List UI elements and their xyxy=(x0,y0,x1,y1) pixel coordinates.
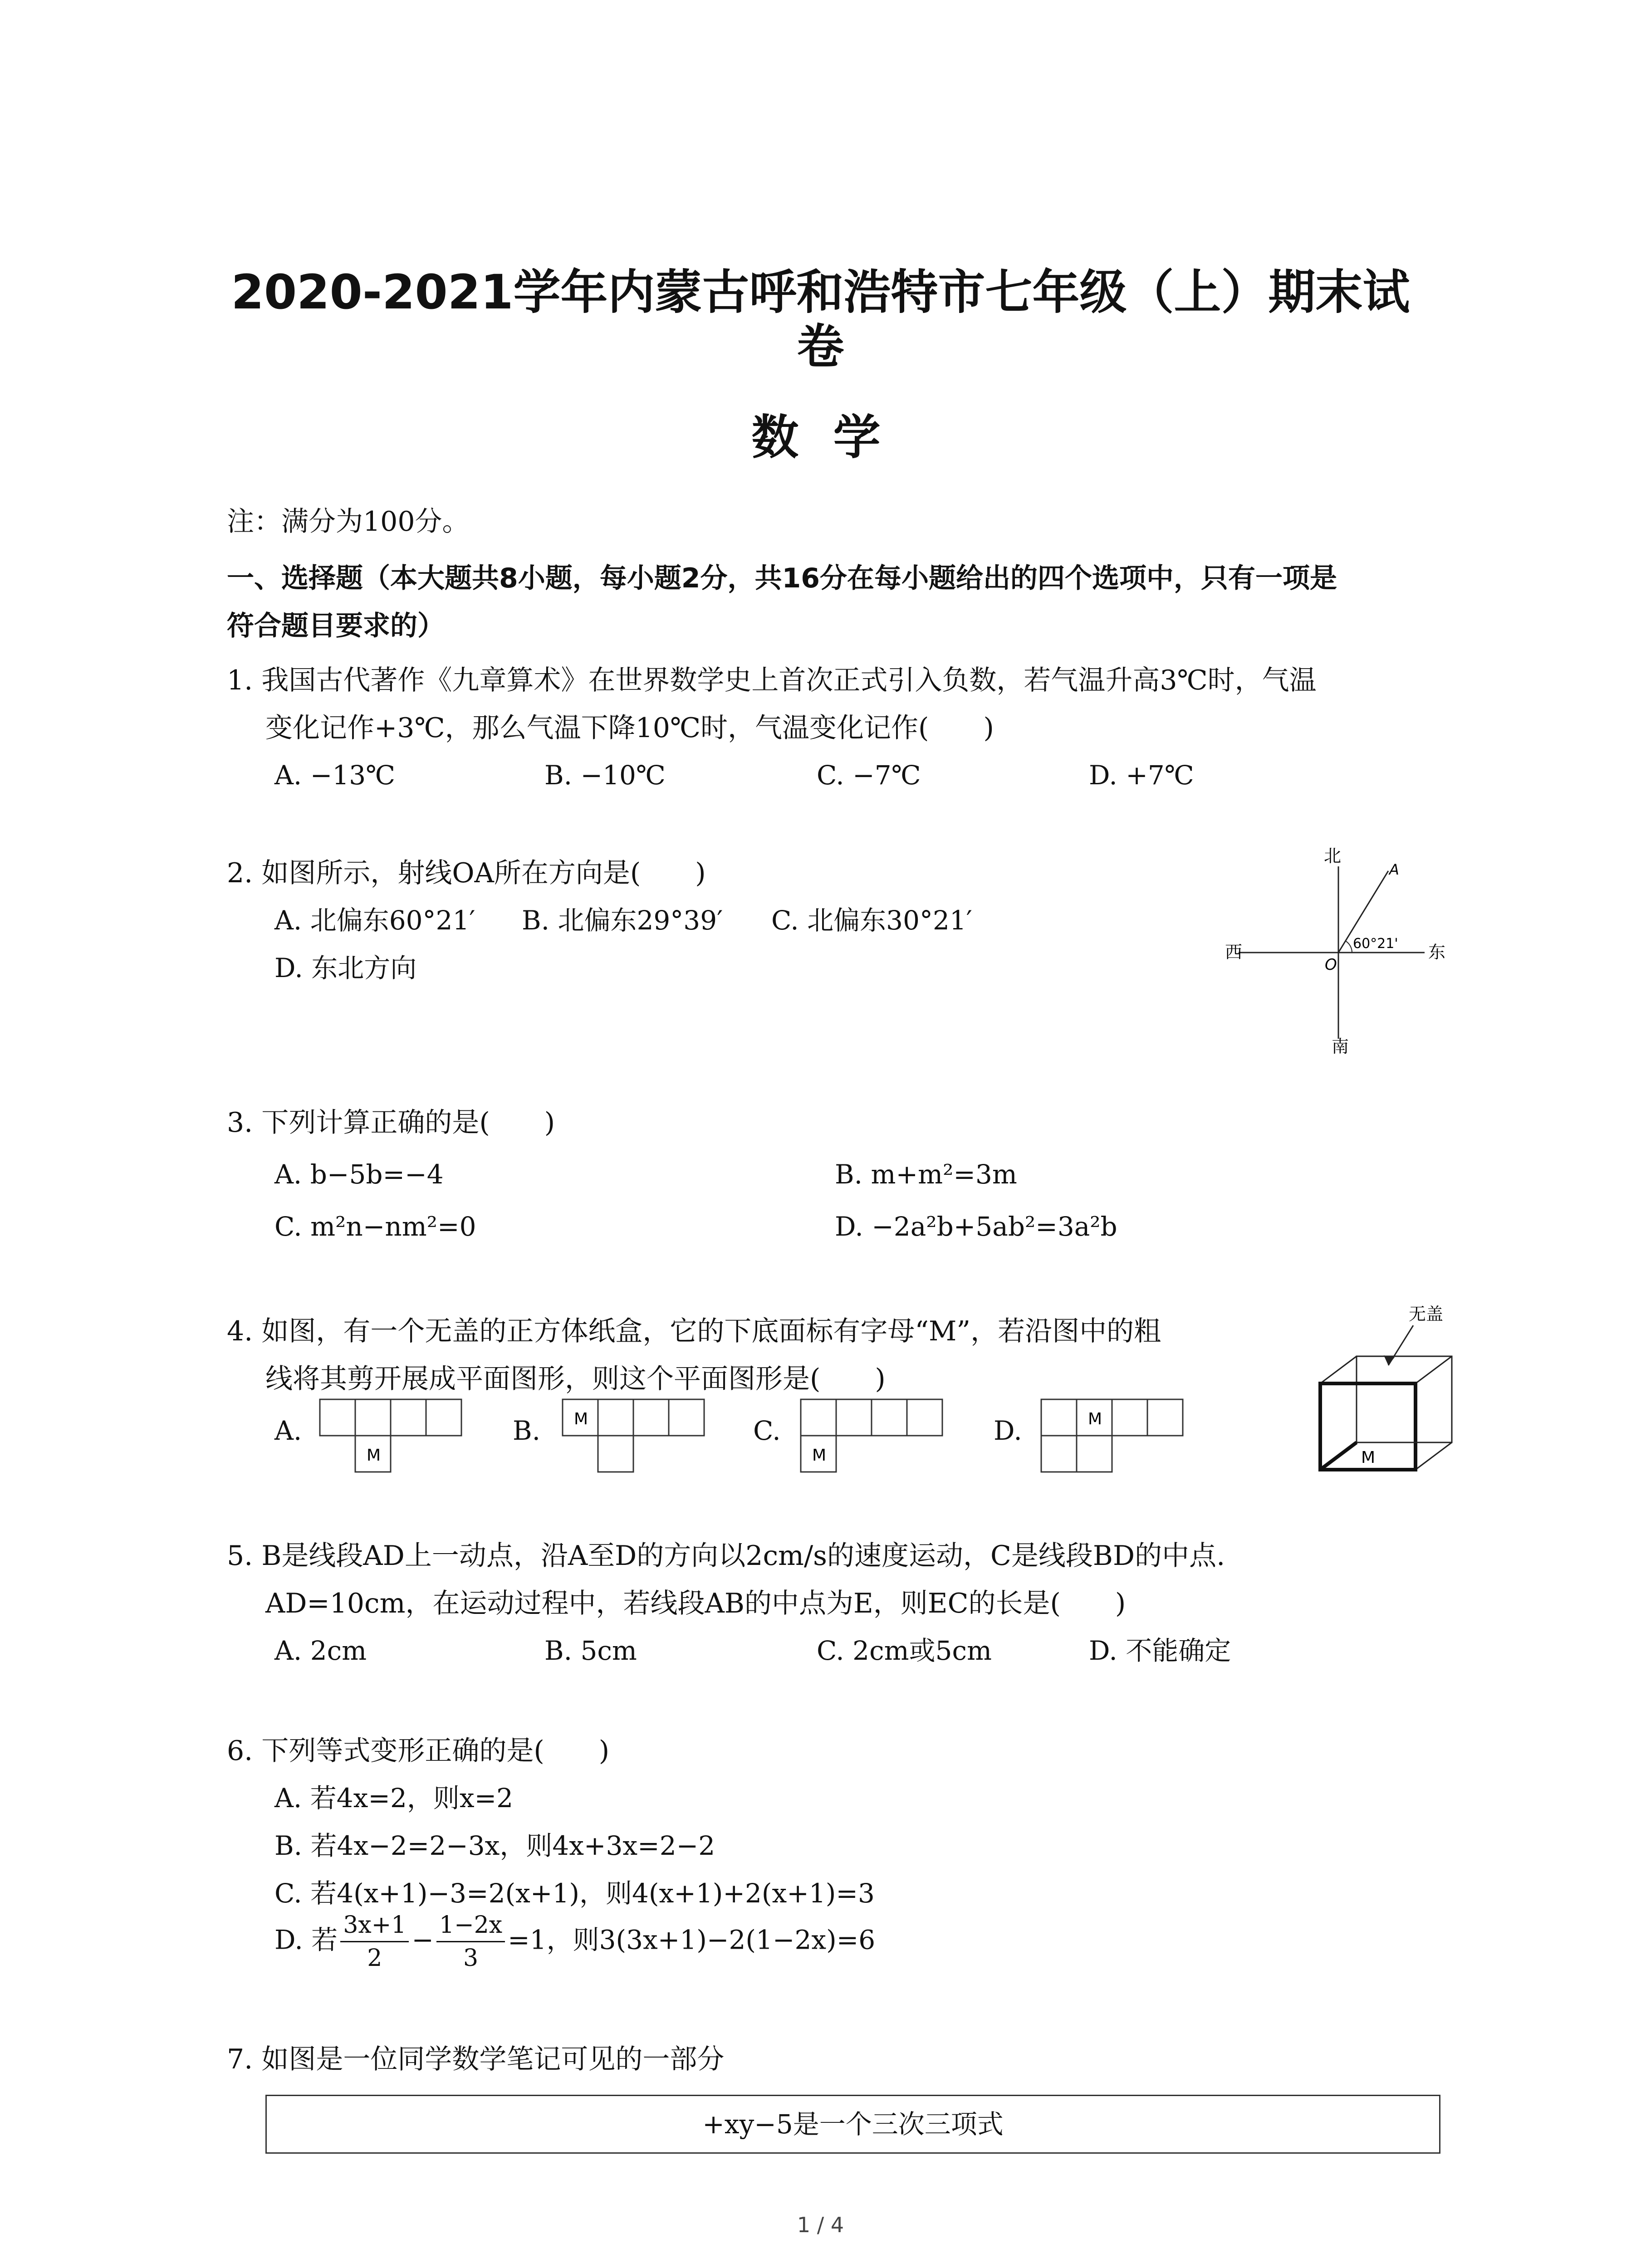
q5-option-b[interactable]: B. 5cm xyxy=(544,1635,637,1666)
fraction-numerator: 3x+1 xyxy=(340,1912,409,1942)
q6-option-d[interactable] xyxy=(274,1912,875,1972)
q7-stem: 7. 如图是一位同学数学笔记可见的一部分 xyxy=(227,2043,725,2075)
q3-stem: 3. 下列计算正确的是( ) xyxy=(227,1107,555,1139)
q2-option-c[interactable]: C. 北偏东30°21′ xyxy=(771,905,972,936)
point-o-label: O xyxy=(1325,956,1337,974)
cube-label: 无盖 xyxy=(1409,1304,1444,1324)
q1-option-d[interactable]: D. +7℃ xyxy=(1089,760,1194,791)
cube-letter: M xyxy=(1361,1448,1376,1467)
q5-option-c[interactable]: C. 2cm或5cm xyxy=(817,1635,992,1666)
north-label: 北 xyxy=(1324,846,1342,866)
q6-option-b[interactable]: B. 若4x−2=2−3x，则4x+3x=2−2 xyxy=(274,1830,715,1861)
compass-figure xyxy=(1216,839,1452,1057)
subject-title: 数 学 xyxy=(751,410,890,465)
q6-option-d-prefix: D. 若 xyxy=(274,1924,338,1955)
q2-option-b[interactable]: B. 北偏东29°39′ xyxy=(522,905,723,936)
angle-label: 60°21' xyxy=(1353,936,1398,952)
q7-note-box: +xy−5是一个三次三项式 xyxy=(265,2095,1440,2154)
q1-stem-line2: 变化记作+3℃，那么气温下降10℃时，气温变化记作( ) xyxy=(265,712,994,744)
q2-option-d[interactable]: D. 东北方向 xyxy=(274,953,417,983)
minus-sign: − xyxy=(411,1924,434,1955)
page-number: 1 / 4 xyxy=(797,2213,844,2237)
q6-stem: 6. 下列等式变形正确的是( ) xyxy=(227,1735,610,1767)
q4-option-c[interactable]: C. xyxy=(753,1415,781,1446)
fraction-numerator: 1−2x xyxy=(436,1912,505,1942)
q5-option-a[interactable]: A. 2cm xyxy=(274,1635,367,1666)
west-label: 西 xyxy=(1225,942,1243,962)
net-letter: M xyxy=(812,1446,827,1465)
section-heading-line2: 符合题目要求的） xyxy=(227,610,445,642)
east-label: 东 xyxy=(1428,942,1446,962)
net-letter: M xyxy=(367,1446,381,1465)
q4-net-c[interactable] xyxy=(798,1397,953,1479)
q4-option-a[interactable]: A. xyxy=(274,1415,302,1446)
score-note: 注：满分为100分。 xyxy=(227,506,470,538)
q2-stem: 2. 如图所示，射线OA所在方向是( ) xyxy=(227,857,706,889)
q1-option-c[interactable]: C. −7℃ xyxy=(817,760,921,791)
q3-option-c[interactable]: C. m²n−nm²=0 xyxy=(274,1211,476,1242)
q5-stem-line1: 5. B是线段AD上一动点，沿A至D的方向以2cm/s的速度运动，C是线段BD的中点. xyxy=(227,1540,1225,1572)
page-title-line2: 卷 xyxy=(797,319,844,374)
south-label: 南 xyxy=(1332,1036,1349,1056)
open-cube-figure xyxy=(1316,1297,1461,1479)
fraction-denominator: 2 xyxy=(367,1944,382,1972)
q3-option-b[interactable]: B. m+m²=3m xyxy=(835,1159,1017,1190)
net-letter: M xyxy=(1088,1410,1102,1428)
q1-option-b[interactable]: B. −10℃ xyxy=(544,760,666,791)
q1-stem-line1: 1. 我国古代著作《九章算术》在世界数学史上首次正式引入负数，若气温升高3℃时，气温 xyxy=(227,665,1317,696)
q6-option-a[interactable]: A. 若4x=2，则x=2 xyxy=(274,1783,514,1813)
q6-fraction-1 xyxy=(340,1912,409,1972)
point-a-label: A xyxy=(1389,861,1399,878)
q4-option-b[interactable]: B. xyxy=(513,1415,541,1446)
q4-net-b[interactable] xyxy=(560,1397,715,1479)
q4-stem-line2: 线将其剪开展成平面图形，则这个平面图形是( ) xyxy=(265,1363,886,1395)
q6-fraction-2 xyxy=(436,1912,505,1972)
q3-option-d[interactable]: D. −2a²b+5ab²=3a²b xyxy=(835,1211,1117,1242)
q2-option-a[interactable]: A. 北偏东60°21′ xyxy=(274,905,475,936)
q4-option-d[interactable]: D. xyxy=(994,1415,1022,1446)
q6-option-c[interactable]: C. 若4(x+1)−3=2(x+1)，则4(x+1)+2(x+1)=3 xyxy=(274,1878,875,1909)
q4-net-a[interactable] xyxy=(318,1397,472,1479)
fraction-denominator: 3 xyxy=(463,1944,479,1972)
q4-net-d[interactable] xyxy=(1039,1397,1193,1479)
q6-option-d-suffix: =1，则3(3x+1)−2(1−2x)=6 xyxy=(508,1924,876,1955)
q3-option-a[interactable]: A. b−5b=−4 xyxy=(274,1159,444,1190)
page-title-line1: 2020-2021学年内蒙古呼和浩特市七年级（上）期末试 xyxy=(231,264,1410,320)
net-letter: M xyxy=(574,1410,588,1428)
q5-stem-line2: AD=10cm，在运动过程中，若线段AB的中点为E，则EC的长是( ) xyxy=(265,1588,1126,1619)
section-heading-line1: 一、选择题（本大题共8小题，每小题2分，共16分在每小题给出的四个选项中，只有一项是 xyxy=(227,562,1337,594)
q1-option-a[interactable]: A. −13℃ xyxy=(274,760,396,791)
q5-option-d[interactable]: D. 不能确定 xyxy=(1089,1635,1231,1666)
q4-stem-line1: 4. 如图，有一个无盖的正方体纸盒，它的下底面标有字母“M”，若沿图中的粗 xyxy=(227,1315,1161,1347)
